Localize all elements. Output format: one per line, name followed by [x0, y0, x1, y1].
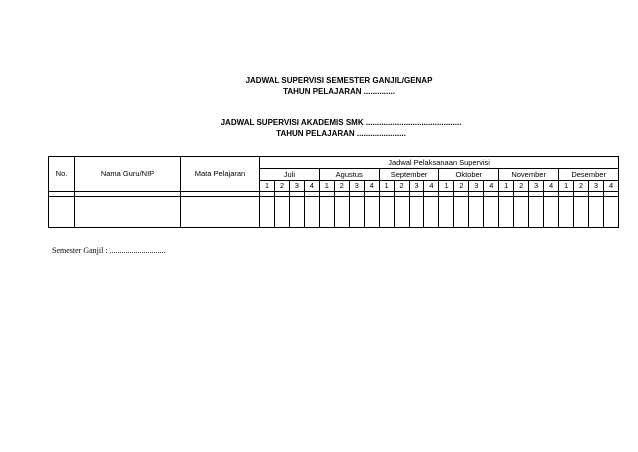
week-number-cell: 1 — [260, 181, 275, 192]
header-mata-pelajaran: Mata Pelajaran — [181, 157, 260, 192]
table-cell — [588, 197, 603, 228]
table-cell — [289, 197, 304, 228]
supervision-schedule-table — [48, 156, 619, 228]
table-cell — [304, 197, 319, 228]
table-cell — [49, 197, 75, 228]
week-number-cell: 1 — [499, 181, 514, 192]
table-cell — [529, 197, 544, 228]
subtitle-academic-year: TAHUN PELAJARAN ...................... — [276, 129, 406, 138]
month-header: September — [379, 169, 439, 181]
week-number-cell: 1 — [319, 181, 334, 192]
table-cell — [334, 197, 349, 228]
week-number-cell: 4 — [484, 181, 499, 192]
semester-ganjil-label: Semester Ganjil : ............................ — [52, 246, 166, 255]
week-number-cell: 4 — [544, 181, 559, 192]
week-number-cell: 3 — [588, 181, 603, 192]
table-cell — [544, 197, 559, 228]
table-cell — [394, 197, 409, 228]
week-number-cell: 4 — [304, 181, 319, 192]
document-title: JADWAL SUPERVISI SEMESTER GANJIL/GENAP — [245, 76, 433, 85]
week-number-cell: 3 — [349, 181, 364, 192]
month-header: Agustus — [319, 169, 379, 181]
week-number-cell: 1 — [439, 181, 454, 192]
table-cell — [379, 197, 394, 228]
table-cell — [439, 197, 454, 228]
table-cell — [514, 197, 529, 228]
table-cell — [559, 197, 574, 228]
week-number-cell: 2 — [274, 181, 289, 192]
table-cell — [574, 197, 589, 228]
header-no: No. — [49, 157, 75, 192]
table-cell — [274, 197, 289, 228]
academic-year-line: TAHUN PELAJARAN .............. — [283, 87, 395, 96]
table-cell — [364, 197, 379, 228]
table-cell — [349, 197, 364, 228]
table-cell — [454, 197, 469, 228]
header-nama-guru: Nama Guru/NIP — [75, 157, 181, 192]
week-number-cell: 1 — [559, 181, 574, 192]
table-cell — [499, 197, 514, 228]
header-jadwal-pelaksanaan: Jadwal Pelaksanaan Supervisi — [260, 157, 619, 169]
week-number-cell: 4 — [603, 181, 618, 192]
week-number-cell: 2 — [574, 181, 589, 192]
month-header: November — [499, 169, 559, 181]
table-cell — [409, 197, 424, 228]
week-number-cell: 3 — [409, 181, 424, 192]
table-cell — [319, 197, 334, 228]
week-number-cell: 4 — [364, 181, 379, 192]
month-header: Oktober — [439, 169, 499, 181]
table-cell — [424, 197, 439, 228]
week-number-cell: 2 — [334, 181, 349, 192]
table-cell — [484, 197, 499, 228]
table-cell — [181, 197, 260, 228]
table-cell — [75, 197, 181, 228]
table-cell — [469, 197, 484, 228]
week-number-cell: 3 — [469, 181, 484, 192]
week-number-cell: 2 — [454, 181, 469, 192]
week-number-cell: 3 — [529, 181, 544, 192]
week-number-cell: 2 — [394, 181, 409, 192]
table-cell — [603, 197, 618, 228]
subtitle: JADWAL SUPERVISI AKADEMIS SMK ........................................... — [220, 118, 462, 127]
week-number-cell: 2 — [514, 181, 529, 192]
month-header: Desember — [559, 169, 619, 181]
table-cell — [260, 197, 275, 228]
week-number-cell: 4 — [424, 181, 439, 192]
month-header: Juli — [260, 169, 320, 181]
week-number-cell: 3 — [289, 181, 304, 192]
week-number-cell: 1 — [379, 181, 394, 192]
